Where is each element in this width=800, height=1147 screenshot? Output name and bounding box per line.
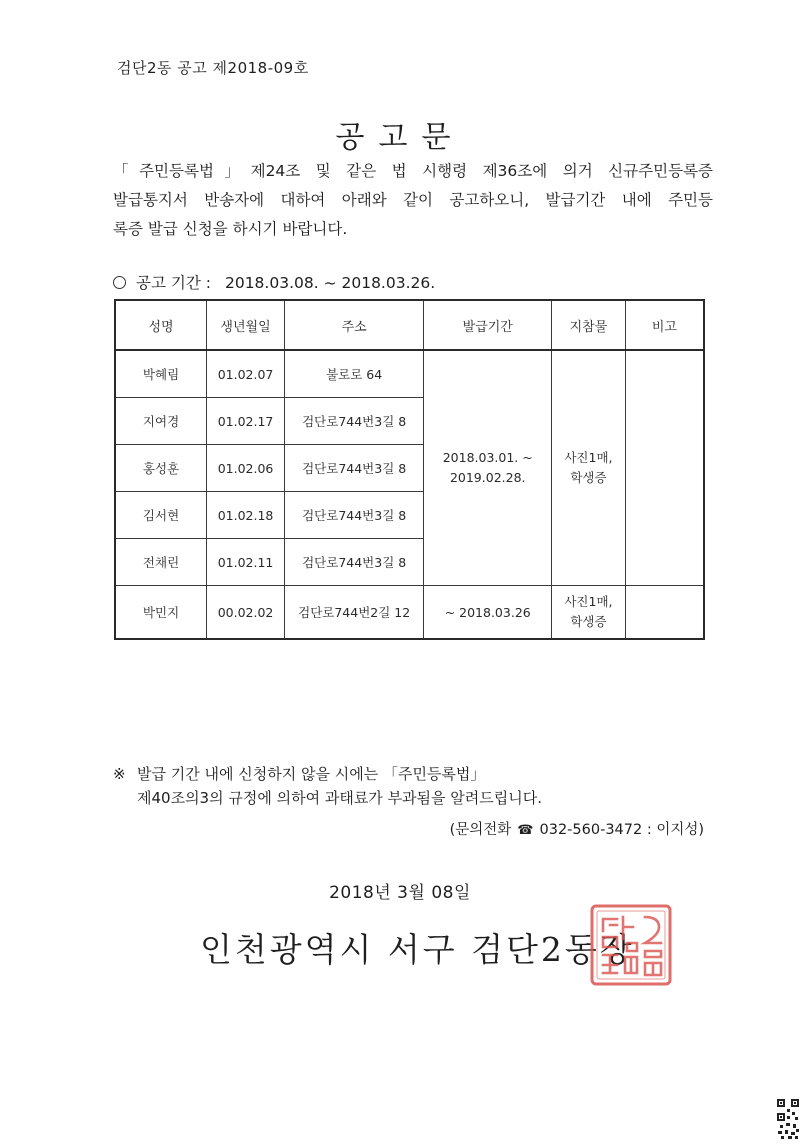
- cell-address: 불로로 64: [284, 350, 423, 398]
- notice-number: 검단2동 공고 제2018-09호: [117, 59, 309, 77]
- intro-line: 발급통지서 반송자에 대하여 아래와 같이 공고하오니, 발급기간 내에 주민등: [113, 191, 713, 209]
- cell-name: 홍성훈: [115, 445, 207, 492]
- cell-address: 검단로744번3길 8: [284, 539, 423, 586]
- items-line: 사진1매,: [564, 450, 613, 465]
- cell-items: [552, 350, 626, 586]
- issuer-name: 인천광역시 서구 검단2동장: [200, 930, 635, 969]
- period-value: 2018.03.08. ~ 2018.03.26.: [224, 274, 436, 292]
- header-remarks: 비고: [625, 300, 704, 350]
- items-line: 학생증: [570, 614, 607, 629]
- cell-remarks: [625, 586, 704, 640]
- contact-label: (문의전화: [449, 822, 512, 838]
- header-issue-period: 발급기간: [424, 300, 552, 350]
- table-row: [115, 350, 704, 398]
- note-text: 발급 기간 내에 신청하지 않을 시에는 「주민등록법」: [137, 765, 486, 783]
- cell-remarks: [625, 350, 704, 586]
- cell-birth: 00.02.02: [207, 586, 285, 640]
- cell-birth: 01.02.07: [207, 350, 285, 398]
- cell-items: [552, 586, 626, 640]
- period-line: 2019.02.28.: [449, 470, 526, 485]
- cell-birth: 01.02.06: [207, 445, 285, 492]
- reference-mark-icon: ※: [113, 765, 126, 783]
- cell-name: 지여경: [115, 398, 207, 445]
- header-birth: 생년월일: [207, 300, 285, 350]
- contact-phone: 032-560-3472 : 이지성): [539, 822, 704, 838]
- cell-address: 검단로744번2길 12: [284, 586, 423, 640]
- header-name: 성명: [115, 300, 207, 350]
- header-address: 주소: [284, 300, 423, 350]
- intro-paragraph: [113, 157, 713, 244]
- penalty-note: [113, 762, 542, 810]
- header-items: 지참물: [552, 300, 626, 350]
- qr-code-icon: [776, 1098, 800, 1140]
- telephone-icon: ☎: [517, 823, 534, 838]
- cell-name: 전채린: [115, 539, 207, 586]
- notice-period: [113, 271, 435, 293]
- cell-name: 박혜림: [115, 350, 207, 398]
- cell-name: 김서현: [115, 492, 207, 539]
- cell-name: 박민지: [115, 586, 207, 640]
- cell-address: 검단로744번3길 8: [284, 492, 423, 539]
- table-header-row: [115, 300, 704, 350]
- note-line: [113, 762, 542, 786]
- period-line: 2018.03.01. ~: [442, 450, 533, 465]
- items-line: 학생증: [570, 470, 607, 485]
- cell-address: 검단로744번3길 8: [284, 445, 423, 492]
- cell-address: 검단로744번3길 8: [284, 398, 423, 445]
- intro-line: 록증 발급 신청을 하시기 바랍니다.: [113, 220, 348, 238]
- cell-issue-period: ~ 2018.03.26: [424, 586, 552, 640]
- period-label: 공고 기간 :: [136, 274, 211, 292]
- recipients-table: [114, 299, 705, 640]
- cell-birth: 01.02.11: [207, 539, 285, 586]
- contact-info: [450, 818, 704, 839]
- circle-bullet-icon: [113, 276, 126, 289]
- cell-birth: 01.02.17: [207, 398, 285, 445]
- page-title: 공고문: [335, 120, 465, 155]
- note-line: 제40조의3의 규정에 의하여 과태료가 부과됨을 알려드립니다.: [137, 789, 543, 807]
- official-seal-icon: [589, 903, 673, 987]
- intro-line: 「주민등록법」제24조 및 같은 법 시행령 제36조에 의거 신규주민등록증: [113, 162, 713, 180]
- cell-issue-period: [424, 350, 552, 586]
- items-line: 사진1매,: [564, 594, 613, 609]
- cell-birth: 01.02.18: [207, 492, 285, 539]
- notice-date: 2018년 3월 08일: [329, 883, 471, 903]
- table-row: [115, 586, 704, 640]
